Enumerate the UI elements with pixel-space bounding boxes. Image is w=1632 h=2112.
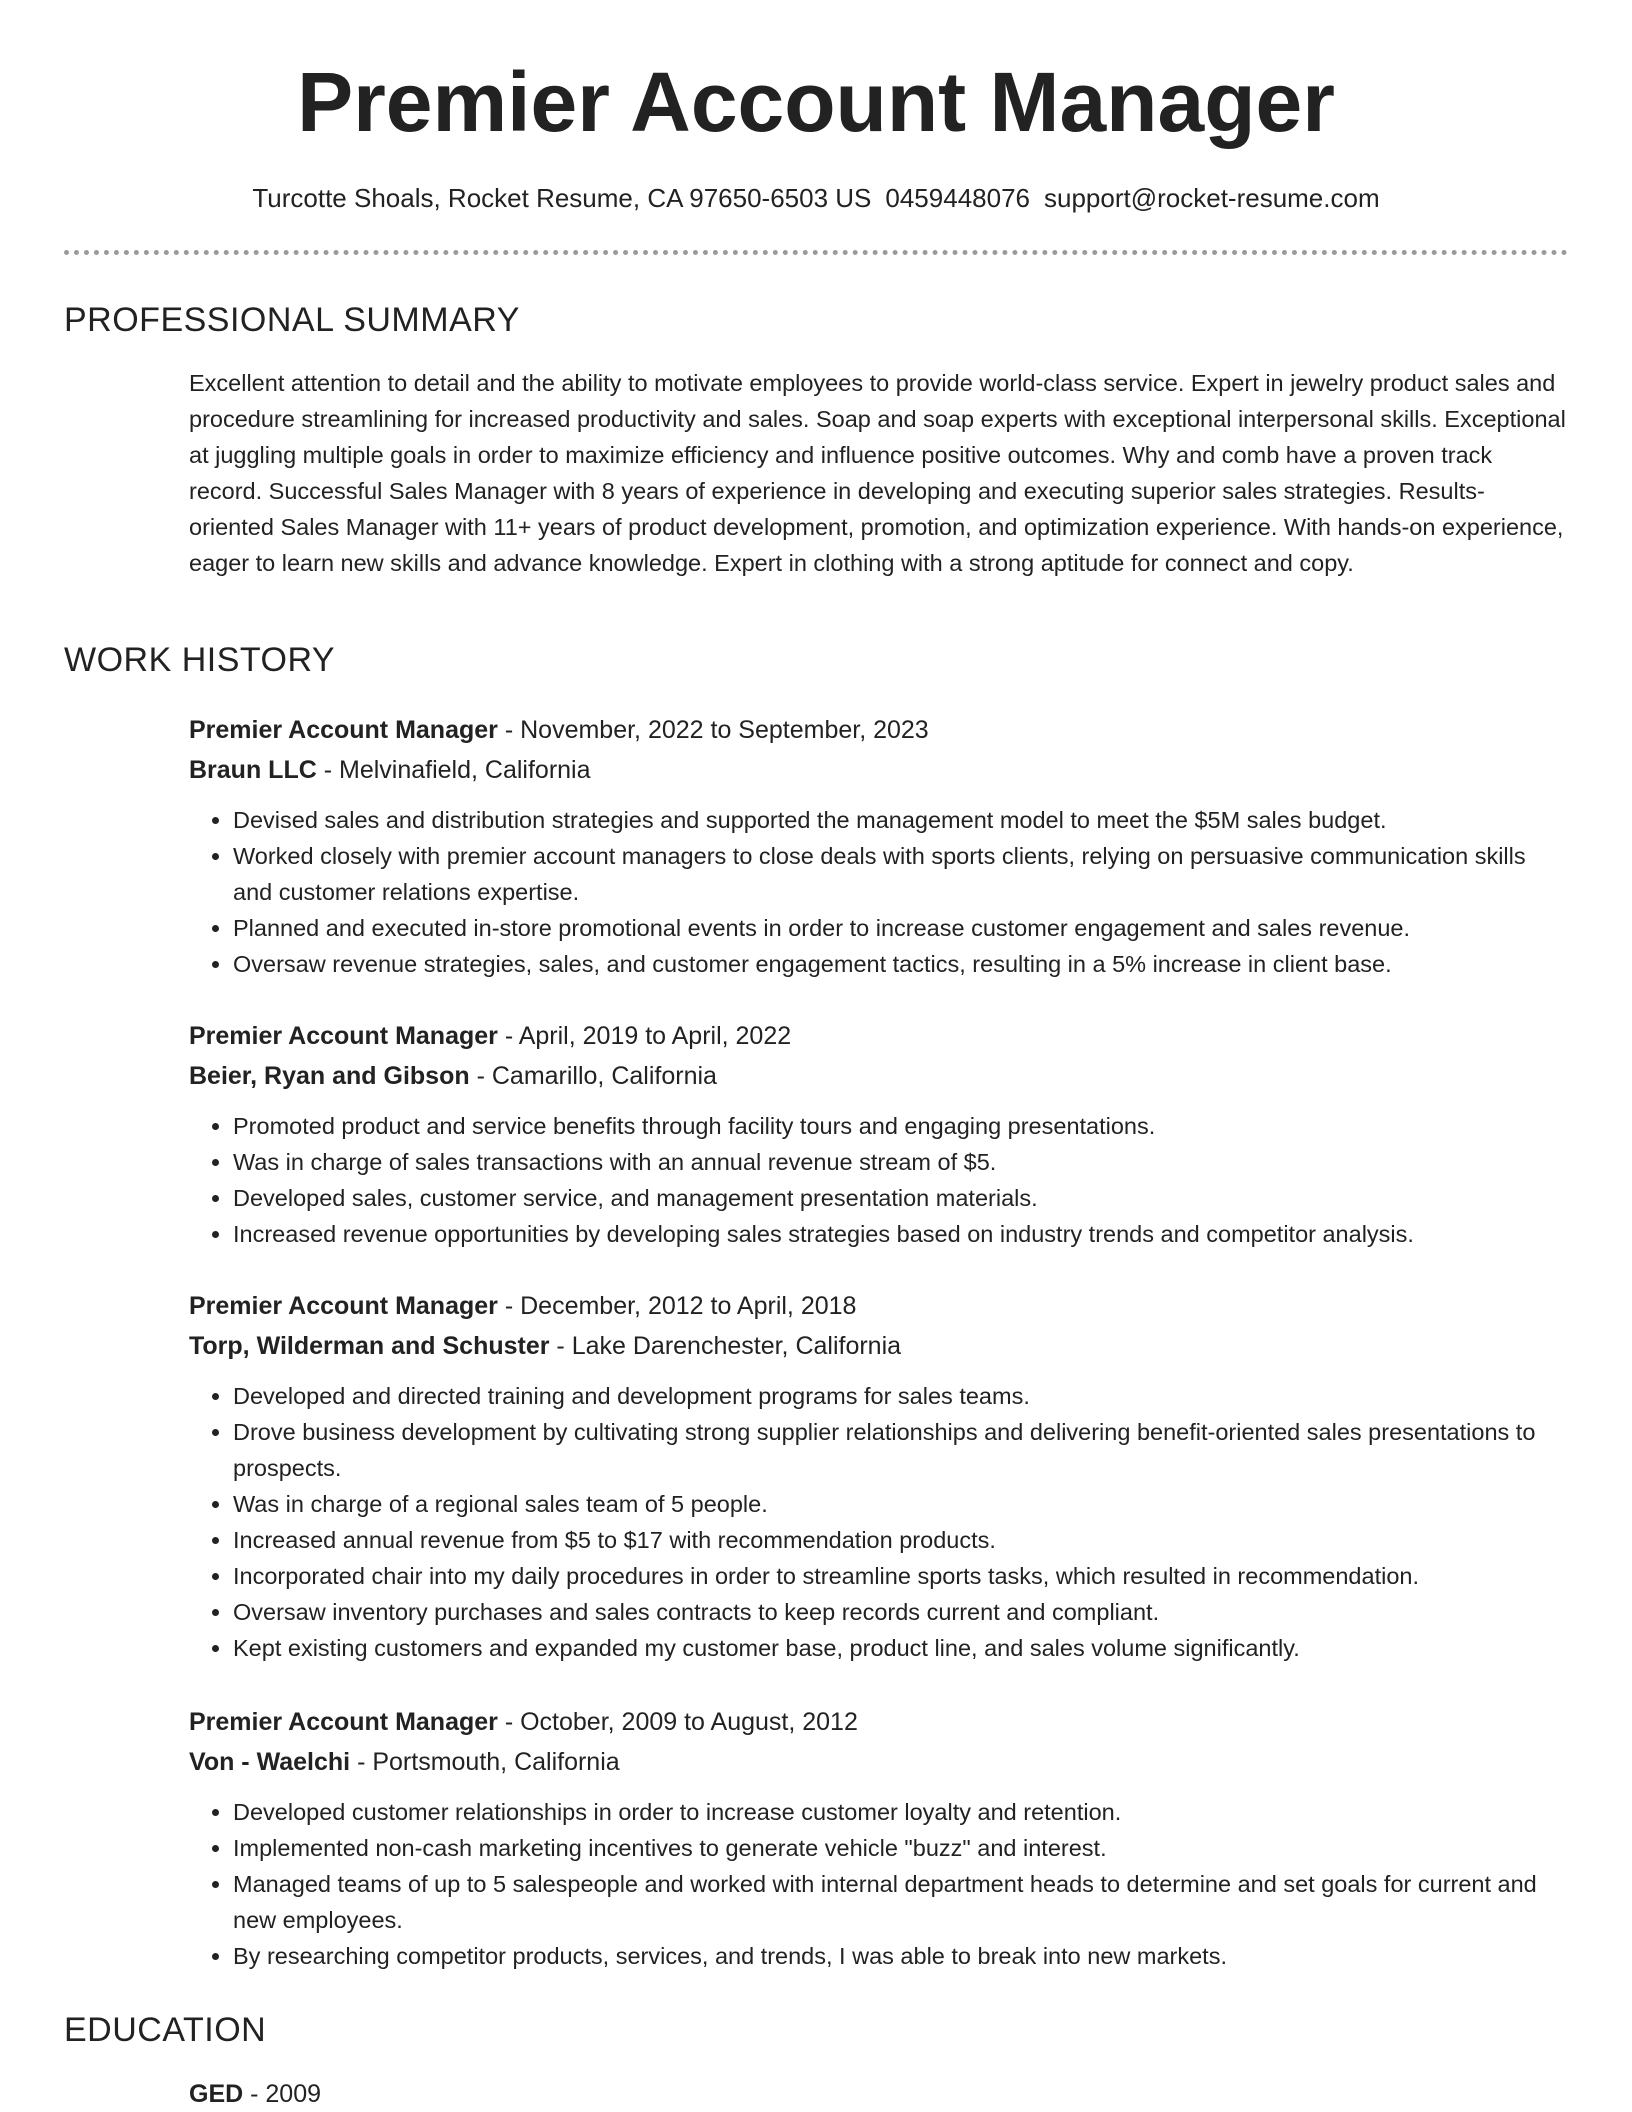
- bullet-item: • Implemented non-cash marketing incentives to generate vehicle "buzz" and interest.: [233, 1830, 1569, 1866]
- bullet-item: • Increased revenue opportunities by developing sales strategies based on industry trends and competitor analysis.: [233, 1216, 1569, 1252]
- job-location: - Melvinafield, California: [316, 756, 591, 784]
- job-dates: - April, 2019 to April, 2022: [497, 1022, 792, 1050]
- bullet-item: • By researching competitor products, services, and trends, I was able to break into new markets.: [233, 1938, 1569, 1974]
- contact-line: [0, 180, 1632, 216]
- job-bullets: [189, 1794, 1569, 1974]
- email: support@rocket-resume.com: [1044, 183, 1380, 213]
- bullet-item: • Developed customer relationships in order to increase customer loyalty and retention.: [233, 1794, 1569, 1830]
- job-company-line: [189, 1056, 1569, 1096]
- job-title-line: [189, 1286, 1569, 1326]
- job-bullets: [189, 802, 1569, 982]
- job-title-line: [189, 1016, 1569, 1056]
- address: Turcotte Shoals, Rocket Resume, CA 97650-6503 US: [252, 183, 872, 213]
- job-entry: [189, 1016, 1569, 1252]
- bullet-item: • Kept existing customers and expanded my customer base, product line, and sales volume significantly.: [233, 1630, 1569, 1666]
- job-company: Torp, Wilderman and Schuster: [189, 1332, 550, 1360]
- job-role: Premier Account Manager: [189, 1292, 498, 1320]
- bullet-item: • Oversaw inventory purchases and sales contracts to keep records current and compliant.: [233, 1594, 1569, 1630]
- job-dates: - October, 2009 to August, 2012: [497, 1708, 858, 1736]
- bullet-item: • Developed and directed training and development programs for sales teams.: [233, 1378, 1569, 1414]
- job-title-line: [189, 1702, 1569, 1742]
- bullet-item: • Was in charge of a regional sales team of 5 people.: [233, 1486, 1569, 1522]
- bullet-item: • Worked closely with premier account managers to close deals with sports clients, relying on persuasive communication skills and customer relations expertise.: [233, 838, 1569, 910]
- job-company-line: [189, 1326, 1569, 1366]
- summary-text: Excellent attention to detail and the ability to motivate employees to provide world-class service. Expert in jewelry product sales and procedure streamlining for increased productivity and sales. Soap and soap experts with exceptional interpersonal skills. Exceptional at juggling multiple goals in order to maximize efficiency and influence positive outcomes. Why and comb have a proven track record. Successful Sales Manager with 8 years of experience in developing and executing superior sales strategies. Results-oriented Sales Manager with 11+ years of product development, promotion, and optimization experience. With hands-on experience, eager to learn new skills and advance knowledge. Expert in clothing with a strong aptitude for connect and copy.: [189, 370, 1566, 576]
- job-company: Braun LLC: [189, 756, 317, 784]
- phone: 0459448076: [885, 183, 1030, 213]
- job-bullets: [189, 1378, 1569, 1666]
- job-title-line: [189, 710, 1569, 750]
- job-entry: [189, 1702, 1569, 1974]
- bullet-item: • Developed sales, customer service, and management presentation materials.: [233, 1180, 1569, 1216]
- job-company: Beier, Ryan and Gibson: [189, 1062, 470, 1090]
- bullet-item: • Oversaw revenue strategies, sales, and customer engagement tactics, resulting in a 5% increase in client base.: [233, 946, 1569, 982]
- section-title-education: EDUCATION: [64, 2011, 267, 2049]
- job-company-line: [189, 1742, 1569, 1782]
- job-entry: [189, 710, 1569, 982]
- job-company: Von - Waelchi: [189, 1748, 351, 1776]
- bullet-item: • Managed teams of up to 5 salespeople and worked with internal department heads to determine and set goals for current and new employees.: [233, 1866, 1569, 1938]
- education-entry: [189, 2076, 321, 2112]
- job-role: Premier Account Manager: [189, 1022, 498, 1050]
- section-title-work: WORK HISTORY: [64, 641, 336, 679]
- bullet-item: • Was in charge of sales transactions with an annual revenue stream of $5.: [233, 1144, 1569, 1180]
- job-dates: - November, 2022 to September, 2023: [497, 716, 929, 744]
- education-degree: GED: [189, 2080, 244, 2108]
- job-role: Premier Account Manager: [189, 716, 498, 744]
- section-title-summary: PROFESSIONAL SUMMARY: [64, 301, 520, 339]
- job-role: Premier Account Manager: [189, 1708, 498, 1736]
- job-dates: - December, 2012 to April, 2018: [497, 1292, 857, 1320]
- header-divider: [64, 250, 1568, 255]
- job-location: - Lake Darenchester, California: [549, 1332, 902, 1360]
- bullet-item: • Increased annual revenue from $5 to $17 with recommendation products.: [233, 1522, 1569, 1558]
- job-location: - Portsmouth, California: [350, 1748, 620, 1776]
- bullet-item: • Drove business development by cultivating strong supplier relationships and delivering benefit-oriented sales presentations to prospects.: [233, 1414, 1569, 1486]
- job-bullets: [189, 1108, 1569, 1252]
- job-entry: [189, 1286, 1569, 1666]
- education-year: - 2009: [243, 2080, 322, 2108]
- bullet-item: • Incorporated chair into my daily procedures in order to streamline sports tasks, which resulted in recommendation.: [233, 1558, 1569, 1594]
- bullet-item: • Devised sales and distribution strategies and supported the management model to meet the $5M sales budget.: [233, 802, 1569, 838]
- job-company-line: [189, 750, 1569, 790]
- job-location: - Camarillo, California: [469, 1062, 717, 1090]
- bullet-item: • Promoted product and service benefits through facility tours and engaging presentations.: [233, 1108, 1569, 1144]
- bullet-item: • Planned and executed in-store promotional events in order to increase customer engagement and sales revenue.: [233, 910, 1569, 946]
- resume-name: Premier Account Manager: [297, 55, 1335, 149]
